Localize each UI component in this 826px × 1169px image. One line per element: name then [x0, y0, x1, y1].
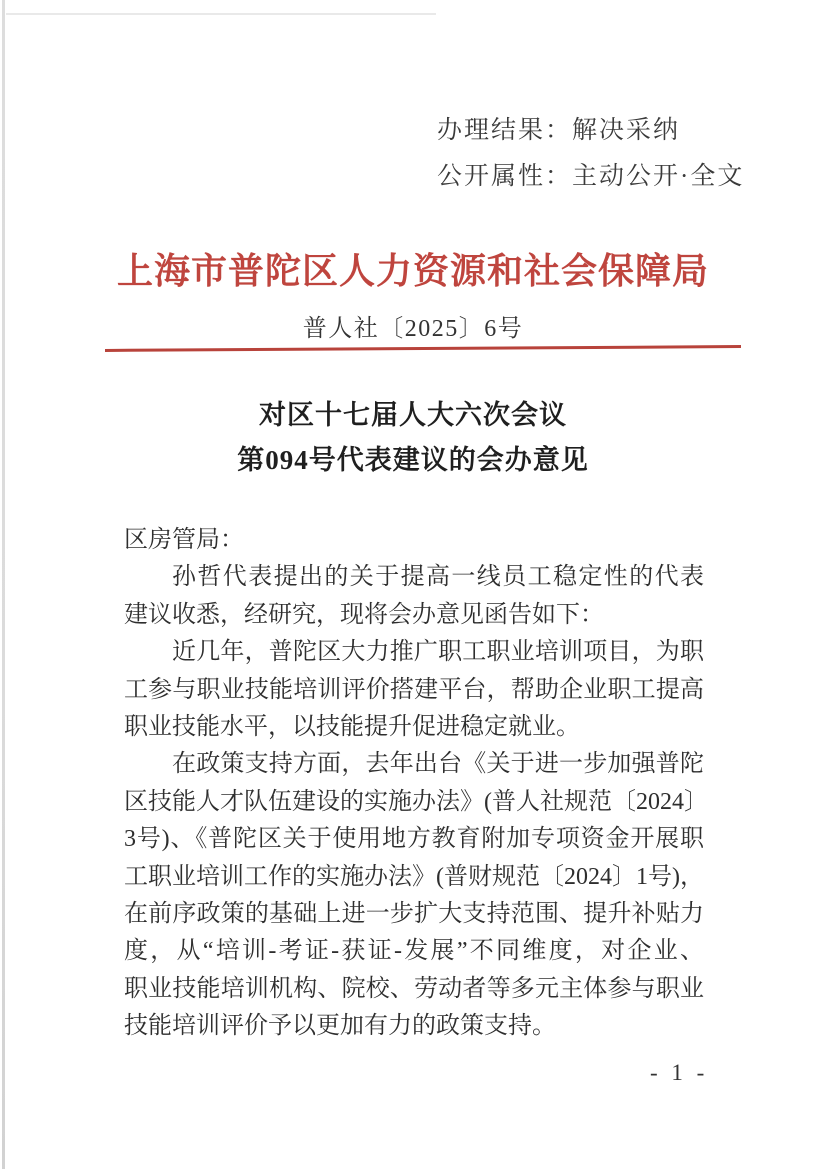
- body-line: 3号)、《普陀区关于使用地方教育附加专项资金开展职: [124, 826, 704, 853]
- body-line: 技能培训评价予以更加有力的政策支持。: [124, 1013, 556, 1040]
- document-body: [124, 522, 708, 1046]
- document-title-line-1: 对区十七届人大六次会议: [259, 400, 567, 430]
- body-line: 度，从“培训-考证-获证-发展”不同维度，对企业、: [124, 938, 704, 965]
- body-line: 工职业培训工作的实施办法》(普财规范〔2024〕1号)，: [124, 863, 704, 890]
- body-line: 建议收悉，经研究，现将会办意见函告如下：: [124, 601, 604, 628]
- body-line: 区技能人才队伍建设的实施办法》(普人社规范〔2024〕: [124, 788, 708, 815]
- body-line: 工参与职业技能培训评价搭建平台，帮助企业职工提高: [124, 676, 704, 703]
- document-title: [0, 393, 826, 483]
- body-line: 孙哲代表提出的关于提高一线员工稳定性的代表: [172, 564, 704, 591]
- disclosure-attribute-line: 公开属性：主动公开·全文: [437, 163, 745, 190]
- document-number: 普人社〔2025〕6号: [302, 316, 524, 342]
- scan-edge-top: [6, 13, 436, 15]
- body-line: 在前序政策的基础上进一步扩大支持范围、提升补贴力: [124, 901, 704, 928]
- page-number: - 1 -: [650, 1060, 709, 1085]
- scan-edge-left: [2, 0, 5, 1169]
- body-line: 区房管局：: [124, 527, 244, 553]
- body-line: 近几年，普陀区大力推广职工职业培训项目，为职: [172, 639, 704, 666]
- body-line: 职业技能水平，以技能提升促进稳定就业。: [124, 714, 580, 741]
- handling-result-line: 办理结果：解决采纳: [437, 117, 681, 144]
- red-divider-rule: [105, 345, 741, 352]
- body-line: 在政策支持方面，去年出台《关于进一步加强普陀: [172, 751, 704, 778]
- document-title-line-2: 第094号代表建议的会办意见: [237, 445, 589, 475]
- agency-title: 上海市普陀区人力资源和社会保障局: [116, 251, 709, 291]
- handling-info-block: [437, 108, 744, 200]
- body-line: 职业技能培训机构、院校、劳动者等多元主体参与职业: [124, 975, 704, 1002]
